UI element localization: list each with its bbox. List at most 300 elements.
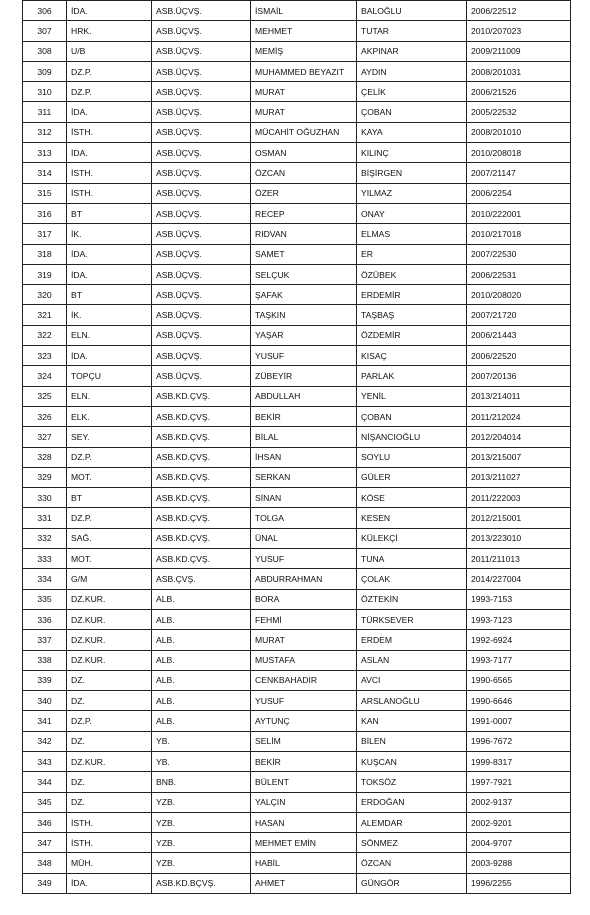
registry-number-cell: 2008/201031: [467, 61, 571, 81]
rank-cell: ASB.ÜÇVŞ.: [152, 122, 251, 142]
table-row: [23, 122, 571, 142]
registry-number-cell: 2010/207023: [467, 21, 571, 41]
first-name-cell: ABDULLAH: [251, 386, 357, 406]
registry-number-cell: 2006/21443: [467, 325, 571, 345]
last-name-cell: GÜLER: [357, 467, 467, 487]
last-name-cell: ARSLANOĞLU: [357, 691, 467, 711]
row-number-cell: 348: [23, 853, 67, 873]
row-number-cell: 319: [23, 264, 67, 284]
first-name-cell: SERKAN: [251, 467, 357, 487]
branch-cell: İDA.: [67, 244, 152, 264]
first-name-cell: MEMİŞ: [251, 41, 357, 61]
rank-cell: ASB.KD.ÇVŞ.: [152, 447, 251, 467]
branch-cell: İDA.: [67, 264, 152, 284]
personnel-list-sheet: [22, 0, 570, 894]
first-name-cell: ÖZER: [251, 183, 357, 203]
registry-number-cell: 2006/21526: [467, 82, 571, 102]
row-number-cell: 346: [23, 812, 67, 832]
rank-cell: ALB.: [152, 589, 251, 609]
table-row: [23, 731, 571, 751]
last-name-cell: ER: [357, 244, 467, 264]
first-name-cell: RECEP: [251, 203, 357, 223]
branch-cell: İSTH.: [67, 812, 152, 832]
table-row: [23, 406, 571, 426]
rank-cell: ASB.ÜÇVŞ.: [152, 163, 251, 183]
first-name-cell: CENKBAHADIR: [251, 670, 357, 690]
branch-cell: TOPÇU: [67, 366, 152, 386]
row-number-cell: 325: [23, 386, 67, 406]
row-number-cell: 315: [23, 183, 67, 203]
last-name-cell: YENİL: [357, 386, 467, 406]
table-row: [23, 325, 571, 345]
branch-cell: İDA.: [67, 143, 152, 163]
branch-cell: İDA.: [67, 102, 152, 122]
branch-cell: İK.: [67, 305, 152, 325]
last-name-cell: AKPINAR: [357, 41, 467, 61]
first-name-cell: BÜLENT: [251, 772, 357, 792]
row-number-cell: 308: [23, 41, 67, 61]
rank-cell: ASB.KD.ÇVŞ.: [152, 488, 251, 508]
last-name-cell: AYDIN: [357, 61, 467, 81]
row-number-cell: 318: [23, 244, 67, 264]
branch-cell: DZ.: [67, 731, 152, 751]
rank-cell: ASB.KD.ÇVŞ.: [152, 406, 251, 426]
row-number-cell: 336: [23, 609, 67, 629]
last-name-cell: ERDOĞAN: [357, 792, 467, 812]
row-number-cell: 323: [23, 346, 67, 366]
row-number-cell: 322: [23, 325, 67, 345]
rank-cell: ASB.ÜÇVŞ.: [152, 21, 251, 41]
first-name-cell: MURAT: [251, 102, 357, 122]
registry-number-cell: 1996/2255: [467, 873, 571, 893]
last-name-cell: GÜNGÖR: [357, 873, 467, 893]
table-row: [23, 183, 571, 203]
last-name-cell: TÜRKSEVER: [357, 609, 467, 629]
rank-cell: ASB.ÜÇVŞ.: [152, 305, 251, 325]
row-number-cell: 345: [23, 792, 67, 812]
first-name-cell: AYTUNÇ: [251, 711, 357, 731]
registry-number-cell: 2006/22520: [467, 346, 571, 366]
rank-cell: YZB.: [152, 792, 251, 812]
table-row: [23, 670, 571, 690]
first-name-cell: ŞAFAK: [251, 285, 357, 305]
row-number-cell: 312: [23, 122, 67, 142]
row-number-cell: 328: [23, 447, 67, 467]
branch-cell: İK.: [67, 224, 152, 244]
branch-cell: SAĞ.: [67, 528, 152, 548]
branch-cell: ELN.: [67, 325, 152, 345]
table-row: [23, 82, 571, 102]
last-name-cell: KISAÇ: [357, 346, 467, 366]
rank-cell: YB.: [152, 731, 251, 751]
rank-cell: YZB.: [152, 833, 251, 853]
first-name-cell: ÜNAL: [251, 528, 357, 548]
rank-cell: ASB.ÜÇVŞ.: [152, 264, 251, 284]
row-number-cell: 307: [23, 21, 67, 41]
registry-number-cell: 2002-9201: [467, 812, 571, 832]
last-name-cell: ÇOBAN: [357, 102, 467, 122]
registry-number-cell: 2009/211009: [467, 41, 571, 61]
table-row: [23, 812, 571, 832]
first-name-cell: YUSUF: [251, 346, 357, 366]
rank-cell: ASB.KD.BÇVŞ.: [152, 873, 251, 893]
rank-cell: ASB.ÜÇVŞ.: [152, 346, 251, 366]
table-row: [23, 873, 571, 893]
table-row: [23, 447, 571, 467]
branch-cell: DZ.KUR.: [67, 609, 152, 629]
registry-number-cell: 2003-9288: [467, 853, 571, 873]
first-name-cell: HABİL: [251, 853, 357, 873]
rank-cell: ALB.: [152, 630, 251, 650]
branch-cell: İSTH.: [67, 122, 152, 142]
table-row: [23, 366, 571, 386]
last-name-cell: YILMAZ: [357, 183, 467, 203]
table-row: [23, 346, 571, 366]
first-name-cell: BEKİR: [251, 751, 357, 771]
branch-cell: ELN.: [67, 386, 152, 406]
last-name-cell: BİŞİRGEN: [357, 163, 467, 183]
row-number-cell: 306: [23, 1, 67, 21]
branch-cell: DZ.P.: [67, 508, 152, 528]
table-row: [23, 751, 571, 771]
branch-cell: İDA.: [67, 1, 152, 21]
branch-cell: DZ.KUR.: [67, 630, 152, 650]
last-name-cell: BALOĞLU: [357, 1, 467, 21]
table-row: [23, 41, 571, 61]
registry-number-cell: 2011/222003: [467, 488, 571, 508]
registry-number-cell: 2007/22530: [467, 244, 571, 264]
row-number-cell: 331: [23, 508, 67, 528]
first-name-cell: YAŞAR: [251, 325, 357, 345]
table-row: [23, 264, 571, 284]
registry-number-cell: 2002-9137: [467, 792, 571, 812]
rank-cell: ASB.ÜÇVŞ.: [152, 244, 251, 264]
registry-number-cell: 2011/211013: [467, 549, 571, 569]
registry-number-cell: 2006/2254: [467, 183, 571, 203]
registry-number-cell: 2010/208020: [467, 285, 571, 305]
row-number-cell: 327: [23, 427, 67, 447]
registry-number-cell: 1993-7153: [467, 589, 571, 609]
last-name-cell: AVCI: [357, 670, 467, 690]
table-row: [23, 609, 571, 629]
branch-cell: BT: [67, 203, 152, 223]
first-name-cell: YALÇIN: [251, 792, 357, 812]
branch-cell: İDA.: [67, 873, 152, 893]
table-row: [23, 691, 571, 711]
table-row: [23, 1, 571, 21]
rank-cell: ALB.: [152, 609, 251, 629]
registry-number-cell: 1992-6924: [467, 630, 571, 650]
branch-cell: DZ.: [67, 792, 152, 812]
rank-cell: YB.: [152, 751, 251, 771]
last-name-cell: TAŞBAŞ: [357, 305, 467, 325]
branch-cell: DZ.: [67, 772, 152, 792]
branch-cell: DZ.: [67, 670, 152, 690]
table-row: [23, 711, 571, 731]
first-name-cell: MEHMET: [251, 21, 357, 41]
last-name-cell: NİŞANCIOĞLU: [357, 427, 467, 447]
rank-cell: ASB.KD.ÇVŞ.: [152, 508, 251, 528]
last-name-cell: KAYA: [357, 122, 467, 142]
last-name-cell: KAN: [357, 711, 467, 731]
first-name-cell: MÜCAHİT OĞUZHAN: [251, 122, 357, 142]
rank-cell: ASB.ÜÇVŞ.: [152, 366, 251, 386]
table-row: [23, 427, 571, 447]
table-row: [23, 589, 571, 609]
branch-cell: MOT.: [67, 467, 152, 487]
table-row: [23, 467, 571, 487]
first-name-cell: AHMET: [251, 873, 357, 893]
last-name-cell: KÜLEKÇİ: [357, 528, 467, 548]
last-name-cell: KÖSE: [357, 488, 467, 508]
rank-cell: ASB.ÜÇVŞ.: [152, 224, 251, 244]
branch-cell: BT: [67, 488, 152, 508]
row-number-cell: 343: [23, 751, 67, 771]
registry-number-cell: 2011/212024: [467, 406, 571, 426]
first-name-cell: YUSUF: [251, 691, 357, 711]
registry-number-cell: 2005/22532: [467, 102, 571, 122]
registry-number-cell: 1999-8317: [467, 751, 571, 771]
first-name-cell: RIDVAN: [251, 224, 357, 244]
last-name-cell: KUŞCAN: [357, 751, 467, 771]
branch-cell: İDA.: [67, 346, 152, 366]
row-number-cell: 330: [23, 488, 67, 508]
table-row: [23, 143, 571, 163]
first-name-cell: SELÇUK: [251, 264, 357, 284]
table-row: [23, 528, 571, 548]
row-number-cell: 340: [23, 691, 67, 711]
first-name-cell: OSMAN: [251, 143, 357, 163]
first-name-cell: TOLGA: [251, 508, 357, 528]
first-name-cell: BORA: [251, 589, 357, 609]
table-row: [23, 21, 571, 41]
last-name-cell: ALEMDAR: [357, 812, 467, 832]
table-row: [23, 650, 571, 670]
row-number-cell: 310: [23, 82, 67, 102]
first-name-cell: FEHMİ: [251, 609, 357, 629]
row-number-cell: 321: [23, 305, 67, 325]
first-name-cell: YUSUF: [251, 549, 357, 569]
row-number-cell: 320: [23, 285, 67, 305]
table-row: [23, 305, 571, 325]
table-row: [23, 163, 571, 183]
registry-number-cell: 1993-7177: [467, 650, 571, 670]
first-name-cell: ÖZCAN: [251, 163, 357, 183]
table-row: [23, 569, 571, 589]
last-name-cell: KILINÇ: [357, 143, 467, 163]
last-name-cell: SÖNMEZ: [357, 833, 467, 853]
registry-number-cell: 1997-7921: [467, 772, 571, 792]
registry-number-cell: 2010/217018: [467, 224, 571, 244]
last-name-cell: ÇOLAK: [357, 569, 467, 589]
registry-number-cell: 1990-6565: [467, 670, 571, 690]
branch-cell: İSTH.: [67, 833, 152, 853]
row-number-cell: 337: [23, 630, 67, 650]
rank-cell: ALB.: [152, 691, 251, 711]
personnel-table-body: [23, 1, 571, 894]
branch-cell: SEY.: [67, 427, 152, 447]
rank-cell: ASB.KD.ÇVŞ.: [152, 528, 251, 548]
registry-number-cell: 2007/21720: [467, 305, 571, 325]
row-number-cell: 333: [23, 549, 67, 569]
rank-cell: ASB.ÜÇVŞ.: [152, 41, 251, 61]
row-number-cell: 311: [23, 102, 67, 122]
branch-cell: İSTH.: [67, 163, 152, 183]
branch-cell: DZ.KUR.: [67, 650, 152, 670]
rank-cell: ASB.ÜÇVŞ.: [152, 325, 251, 345]
branch-cell: İSTH.: [67, 183, 152, 203]
last-name-cell: ÇOBAN: [357, 406, 467, 426]
rank-cell: ASB.ÜÇVŞ.: [152, 143, 251, 163]
registry-number-cell: 2010/222001: [467, 203, 571, 223]
registry-number-cell: 2012/204014: [467, 427, 571, 447]
rank-cell: ASB.ÇVŞ.: [152, 569, 251, 589]
first-name-cell: HASAN: [251, 812, 357, 832]
last-name-cell: TOKSÖZ: [357, 772, 467, 792]
table-row: [23, 203, 571, 223]
branch-cell: ELK.: [67, 406, 152, 426]
rank-cell: ALB.: [152, 650, 251, 670]
row-number-cell: 317: [23, 224, 67, 244]
branch-cell: DZ.KUR.: [67, 751, 152, 771]
branch-cell: DZ.P.: [67, 61, 152, 81]
table-row: [23, 102, 571, 122]
table-row: [23, 630, 571, 650]
rank-cell: YZB.: [152, 853, 251, 873]
table-row: [23, 61, 571, 81]
table-row: [23, 853, 571, 873]
row-number-cell: 313: [23, 143, 67, 163]
first-name-cell: MUSTAFA: [251, 650, 357, 670]
registry-number-cell: 2006/22531: [467, 264, 571, 284]
last-name-cell: ASLAN: [357, 650, 467, 670]
rank-cell: ASB.KD.ÇVŞ.: [152, 549, 251, 569]
registry-number-cell: 2006/22512: [467, 1, 571, 21]
branch-cell: HRK.: [67, 21, 152, 41]
registry-number-cell: 2013/215007: [467, 447, 571, 467]
last-name-cell: ÖZTEKİN: [357, 589, 467, 609]
row-number-cell: 335: [23, 589, 67, 609]
rank-cell: ASB.ÜÇVŞ.: [152, 82, 251, 102]
registry-number-cell: 2014/227004: [467, 569, 571, 589]
first-name-cell: BİLAL: [251, 427, 357, 447]
last-name-cell: ÖZCAN: [357, 853, 467, 873]
row-number-cell: 329: [23, 467, 67, 487]
last-name-cell: KESEN: [357, 508, 467, 528]
first-name-cell: SAMET: [251, 244, 357, 264]
rank-cell: ASB.KD.ÇVŞ.: [152, 386, 251, 406]
registry-number-cell: 1993-7123: [467, 609, 571, 629]
last-name-cell: ERDEM: [357, 630, 467, 650]
table-row: [23, 833, 571, 853]
registry-number-cell: 2013/223010: [467, 528, 571, 548]
row-number-cell: 316: [23, 203, 67, 223]
personnel-table: [22, 0, 571, 894]
row-number-cell: 324: [23, 366, 67, 386]
branch-cell: U/B: [67, 41, 152, 61]
row-number-cell: 326: [23, 406, 67, 426]
registry-number-cell: 1996-7672: [467, 731, 571, 751]
table-row: [23, 244, 571, 264]
rank-cell: BNB.: [152, 772, 251, 792]
rank-cell: ALB.: [152, 711, 251, 731]
row-number-cell: 314: [23, 163, 67, 183]
registry-number-cell: 2013/214011: [467, 386, 571, 406]
first-name-cell: MURAT: [251, 82, 357, 102]
branch-cell: DZ.P.: [67, 711, 152, 731]
rank-cell: ASB.ÜÇVŞ.: [152, 203, 251, 223]
registry-number-cell: 1990-6646: [467, 691, 571, 711]
first-name-cell: MURAT: [251, 630, 357, 650]
rank-cell: ASB.ÜÇVŞ.: [152, 1, 251, 21]
first-name-cell: ABDURRAHMAN: [251, 569, 357, 589]
rank-cell: ASB.KD.ÇVŞ.: [152, 467, 251, 487]
row-number-cell: 349: [23, 873, 67, 893]
registry-number-cell: 2010/208018: [467, 143, 571, 163]
table-row: [23, 772, 571, 792]
row-number-cell: 309: [23, 61, 67, 81]
row-number-cell: 332: [23, 528, 67, 548]
branch-cell: MÜH.: [67, 853, 152, 873]
rank-cell: ASB.ÜÇVŞ.: [152, 183, 251, 203]
last-name-cell: TUNA: [357, 549, 467, 569]
registry-number-cell: 2012/215001: [467, 508, 571, 528]
last-name-cell: ELMAS: [357, 224, 467, 244]
table-row: [23, 285, 571, 305]
registry-number-cell: 1991-0007: [467, 711, 571, 731]
table-row: [23, 508, 571, 528]
branch-cell: DZ.P.: [67, 447, 152, 467]
table-row: [23, 549, 571, 569]
first-name-cell: MEHMET EMİN: [251, 833, 357, 853]
last-name-cell: ÇELİK: [357, 82, 467, 102]
first-name-cell: SELİM: [251, 731, 357, 751]
rank-cell: YZB.: [152, 812, 251, 832]
rank-cell: ASB.ÜÇVŞ.: [152, 102, 251, 122]
row-number-cell: 339: [23, 670, 67, 690]
first-name-cell: MUHAMMED BEYAZIT: [251, 61, 357, 81]
row-number-cell: 338: [23, 650, 67, 670]
branch-cell: DZ.KUR.: [67, 589, 152, 609]
branch-cell: MOT.: [67, 549, 152, 569]
table-row: [23, 224, 571, 244]
row-number-cell: 341: [23, 711, 67, 731]
last-name-cell: SOYLU: [357, 447, 467, 467]
first-name-cell: İSMAİL: [251, 1, 357, 21]
last-name-cell: ÖZÜBEK: [357, 264, 467, 284]
branch-cell: G/M: [67, 569, 152, 589]
table-row: [23, 386, 571, 406]
first-name-cell: ZÜBEYİR: [251, 366, 357, 386]
rank-cell: ASB.ÜÇVŞ.: [152, 61, 251, 81]
row-number-cell: 342: [23, 731, 67, 751]
branch-cell: DZ.: [67, 691, 152, 711]
row-number-cell: 347: [23, 833, 67, 853]
registry-number-cell: 2013/211027: [467, 467, 571, 487]
table-row: [23, 488, 571, 508]
registry-number-cell: 2008/201010: [467, 122, 571, 142]
registry-number-cell: 2007/20136: [467, 366, 571, 386]
registry-number-cell: 2007/21147: [467, 163, 571, 183]
row-number-cell: 334: [23, 569, 67, 589]
first-name-cell: İHSAN: [251, 447, 357, 467]
branch-cell: BT: [67, 285, 152, 305]
branch-cell: DZ.P.: [67, 82, 152, 102]
first-name-cell: SİNAN: [251, 488, 357, 508]
last-name-cell: ONAY: [357, 203, 467, 223]
rank-cell: ALB.: [152, 670, 251, 690]
row-number-cell: 344: [23, 772, 67, 792]
